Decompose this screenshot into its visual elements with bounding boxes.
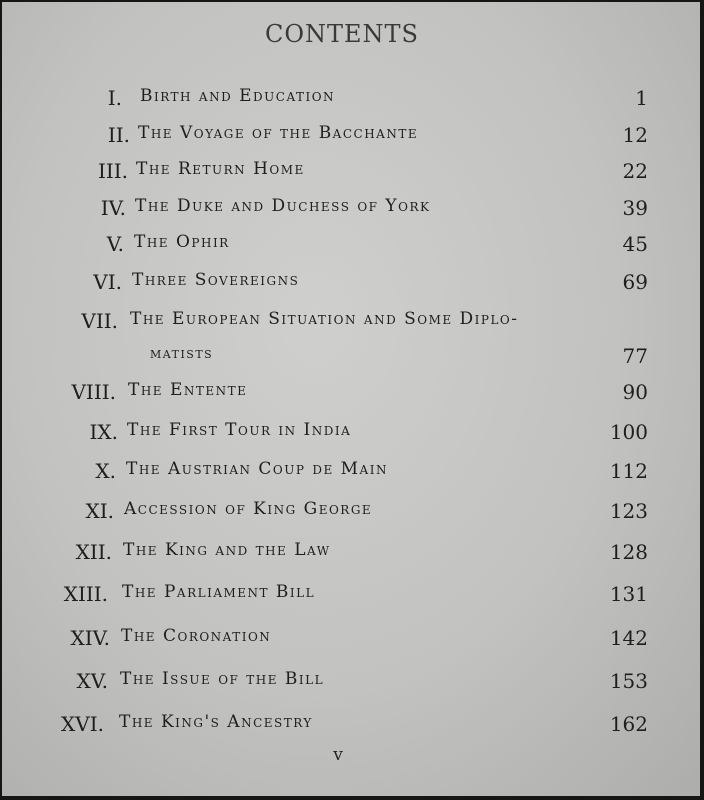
chapter-title: Three Sovereigns	[132, 270, 300, 290]
page-number: 12	[622, 123, 648, 147]
chapter-title: Accession of King George	[124, 499, 373, 519]
toc-entry	[2, 123, 700, 153]
toc-entry	[2, 86, 700, 116]
chapter-title: Birth and Education	[140, 86, 336, 106]
chapter-number: III.	[97, 159, 128, 183]
chapter-number: VII.	[81, 309, 118, 333]
folio-page-number: v	[333, 745, 343, 765]
toc-entry-continuation	[2, 344, 700, 374]
chapter-number: XIII.	[63, 582, 108, 606]
chapter-title: The Duke and Duchess of York	[135, 196, 431, 216]
toc-entry	[2, 232, 700, 262]
chapter-title: The King and the Law	[123, 540, 331, 560]
chapter-number: XVI.	[61, 712, 104, 736]
page-number: 100	[609, 420, 648, 444]
toc-entry	[2, 159, 700, 189]
page-number: 69	[622, 270, 648, 294]
page-number: 162	[609, 712, 648, 736]
chapter-title: The Parliament Bill	[122, 582, 316, 602]
chapter-title-continuation: matists	[150, 344, 214, 362]
page-number: 1	[635, 86, 648, 110]
chapter-number: XIV.	[70, 626, 110, 650]
toc-entry	[2, 420, 700, 450]
page-number: 123	[609, 499, 648, 523]
page-number: 39	[622, 196, 648, 220]
toc-entry	[2, 459, 700, 489]
page-number: 153	[609, 669, 648, 693]
toc-entry	[2, 270, 700, 300]
chapter-title: The Return Home	[136, 159, 305, 179]
toc-entry	[2, 499, 700, 529]
chapter-number: V.	[106, 232, 124, 256]
toc-entry	[2, 380, 700, 410]
chapter-title: The Issue of the Bill	[120, 669, 325, 689]
toc-entry	[2, 582, 700, 612]
page-number: 128	[609, 540, 648, 564]
page-number: 131	[609, 582, 648, 606]
page-number: 22	[622, 159, 648, 183]
toc-entry	[2, 196, 700, 226]
chapter-number: I.	[107, 86, 122, 110]
page-number: 142	[609, 626, 648, 650]
chapter-number: XI.	[85, 499, 114, 523]
chapter-title: The Coronation	[121, 626, 272, 646]
chapter-number: IV.	[100, 196, 126, 220]
chapter-title: The Ophir	[134, 232, 230, 252]
toc-entry	[2, 309, 700, 339]
chapter-title: The First Tour in India	[127, 420, 352, 440]
chapter-number: XV.	[76, 669, 108, 693]
chapter-number: VI.	[93, 270, 122, 294]
chapter-number: X.	[95, 459, 116, 483]
page-title: CONTENTS	[264, 20, 419, 48]
toc-entry	[2, 626, 700, 656]
chapter-number: XII.	[75, 540, 112, 564]
page-number: 45	[622, 232, 648, 256]
page-number: 77	[622, 344, 648, 368]
chapter-title: The King's Ancestry	[119, 712, 313, 732]
chapter-title: The Entente	[128, 380, 248, 400]
book-page	[2, 2, 700, 796]
chapter-number: IX.	[89, 420, 118, 444]
chapter-title: The Austrian Coup de Main	[126, 459, 388, 479]
toc-entry	[2, 540, 700, 570]
page-number: 112	[609, 459, 648, 483]
chapter-title: The European Situation and Some Diplo-	[130, 309, 519, 329]
page-number: 90	[622, 380, 648, 404]
chapter-number: II.	[107, 123, 130, 147]
chapter-title: The Voyage of the Bacchante	[138, 123, 419, 143]
toc-entry	[2, 669, 700, 699]
toc-entry	[2, 712, 700, 742]
chapter-number: VIII.	[71, 380, 116, 404]
